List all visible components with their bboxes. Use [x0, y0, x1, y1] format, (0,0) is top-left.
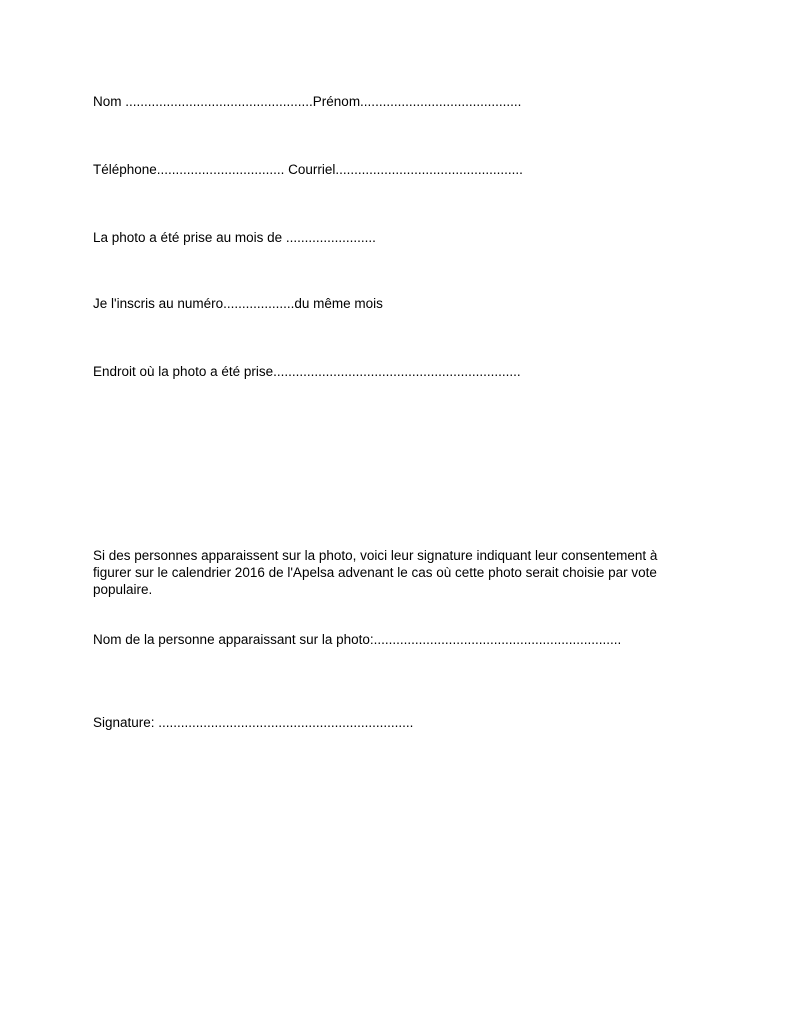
- telephone-courriel-field: Téléphone.................................. Courriel..................................................: [93, 162, 523, 177]
- photo-number-field: Je l'inscris au numéro...................du même mois: [93, 296, 383, 311]
- nom-prenom-field: Nom ..................................................Prénom...........................................: [93, 94, 522, 109]
- consent-line-2: figurer sur le calendrier 2016 de l'Apelsa advenant le cas où cette photo serait choisie par vote: [93, 565, 657, 580]
- consent-line-3: populaire.: [93, 582, 153, 597]
- person-name-field: Nom de la personne apparaissant sur la photo:..................................................................: [93, 632, 622, 647]
- signature-field: Signature: ....................................................................: [93, 715, 414, 730]
- photo-month-field: La photo a été prise au mois de ........................: [93, 230, 376, 245]
- consent-paragraph: [93, 547, 713, 598]
- photo-location-field: Endroit où la photo a été prise..................................................................: [93, 364, 521, 379]
- consent-line-1: Si des personnes apparaissent sur la photo, voici leur signature indiquant leur consentement à: [93, 548, 658, 563]
